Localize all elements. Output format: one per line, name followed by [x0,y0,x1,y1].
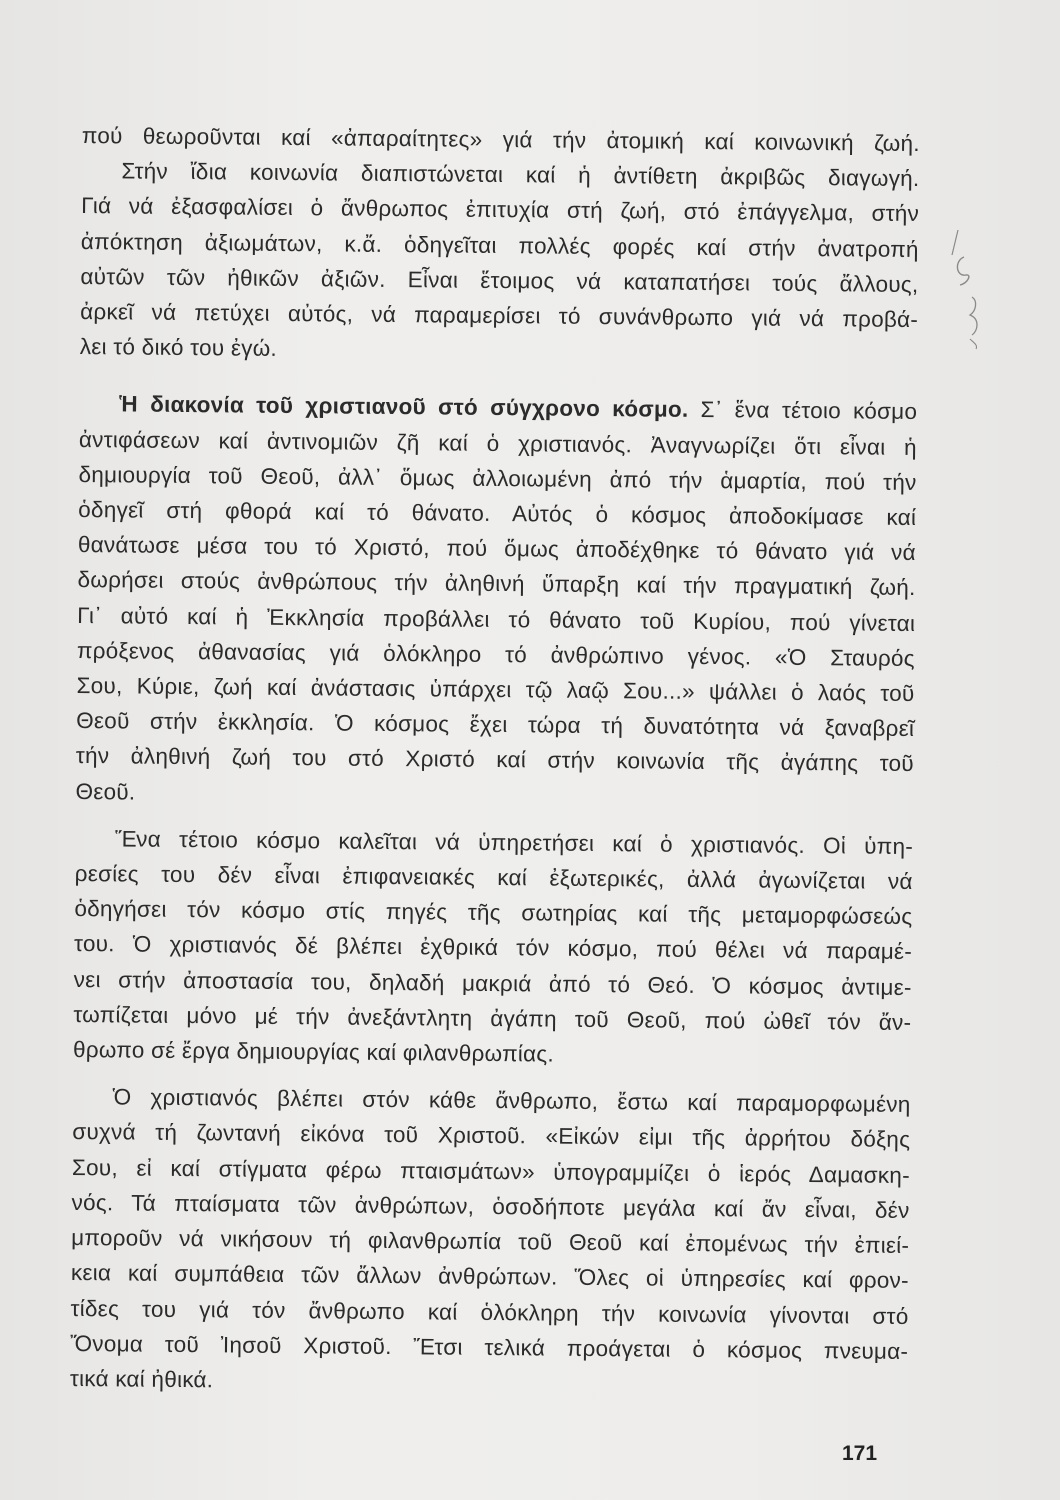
page-number: 171 [842,1442,878,1465]
section-heading: Ἡ διακονία τοῦ χριστιανοῦ στό σύγχρονο κόσμο. [119,391,689,423]
text-line: Ὄνομα τοῦ Ἰησοῦ Χριστοῦ. Ἔτσι τελικά προάγεται ὁ κόσμος πνευμα- [70,1330,909,1364]
text-line: Γι᾽ αὐτό καί ἡ Ἐκκλησία προβάλλει τό θάνατο τοῦ Κυρίου, πού γίνεται [77,602,916,636]
text-line: συχνά τή ζωντανή εἰκόνα τοῦ Χριστοῦ. «Εἰκών εἰμι τῆς ἀρρήτου δόξης [72,1119,911,1153]
body-text [70,118,920,1404]
paragraph-4 [70,1079,911,1404]
text-line: ρεσίες του δέν εἶναι ἐπιφανειακές καί ἐξωτερικές, ἀλλά ἀγωνίζεται νά [74,861,913,895]
text-line: ἀρκεῖ νά πετύχει αὐτός, νά παραμερίσει τό συνάνθρωπο γιά νά προβά- [80,299,919,333]
text-line: κεια καί συμπάθεια τῶν ἄλλων ἀνθρώπων. Ὅλες οἱ ὑπηρεσίες καί φρον- [70,1260,909,1294]
text-line: νει στήν ἀποστασία του, δηλαδή μακριά ἀπό τό Θεό. Ὁ κόσμος ἀντιμε- [73,966,912,1000]
text-line: τικά καί ἠθικά. [69,1365,214,1393]
pencil-margin-mark [950,225,990,355]
text-line: πρόξενος ἀθανασίας γιά ὁλόκληρο τό ἀνθρώπινο γένος. «Ὁ Σταυρός [76,637,915,671]
text-line: τίδες του γιά τόν ἄνθρωπο καί ὁλόκληρη τήν κοινωνία γίνονται στό [70,1295,909,1329]
text-line: λει τό δικό του ἐγώ. [79,334,278,362]
text-line: ἀντιφάσεων καί ἀντινομιῶν ζῆ καί ὁ χριστιανός. Ἀναγνωρίζει ὅτι εἶναι ἡ [78,426,917,460]
text-line: τήν ἀληθινή ζωή του στό Χριστό καί στήν κοινωνία τῆς ἀγάπης τοῦ [75,743,914,777]
text-line: ἀπόκτηση ἀξιωμάτων, κ.ἄ. ὁδηγεῖται πολλές φορές καί στήν ἀνατροπή [80,228,919,262]
text-line: Στήν ἴδια κοινωνία διαπιστώνεται καί ἡ ἀντίθετη ἀκριβῶς διαγωγή. [121,158,920,192]
text-line: Θεοῦ. [75,778,136,805]
text-line: Ἕνα τέτοιο κόσμο καλεῖται νά ὑπηρετήσει καί ὁ χριστιανός. Οἱ ὑπη- [114,826,914,859]
text-line: θρωπο σέ ἔργα δημιουργίας καί φιλανθρωπίας. [72,1037,555,1067]
paragraph-3 [73,821,913,1075]
text-line: δωρήσει στούς ἀνθρώπους τήν ἀληθινή ὕπαρξη καί τήν πραγματική ζωή. [77,567,916,601]
text-line: ὁδηγεῖ στή φθορά καί τό θάνατο. Αὐτός ὁ κόσμος ἀποδοκίμασε καί [78,497,917,531]
text-line: ὁδηγήσει τόν κόσμο στίς πηγές τῆς σωτηρίας καί τῆς μεταμορφώσεώς [74,896,913,930]
text-line: πού θεωροῦνται καί «ἀπαραίτητες» γιά τήν ἀτομική καί κοινωνική ζωή. [81,122,920,157]
text-line: Θεοῦ στήν ἐκκλησία. Ὁ κόσμος ἔχει τώρα τή δυνατότητα νά ξαναβρεῖ [76,708,915,742]
text-line: Γιά νά ἐξασφαλίσει ὁ ἄνθρωπος ἐπιτυχία στή ζωή, στό ἐπάγγελμα, στήν [81,193,920,227]
text-line: του. Ὁ χριστιανός δέ βλέπει ἐχθρικά τόν κόσμο, πού θέλει νά παραμέ- [73,931,913,965]
text-line: Σου, εἰ καί στίγματα φέρω πταισμάτων» ὑπογραμμίζει ὁ ἱερός Δαμασκη- [71,1154,911,1188]
text-line: αὐτῶν τῶν ἠθικῶν ἀξιῶν. Εἶναι ἕτοιμος νά καταπατήσει τούς ἄλλους, [80,263,919,297]
text-line: Σου, Κύριε, ζωή καί ἀνάστασις ὑπάρχει τῷ λαῷ Σου...» ψάλλει ὁ λαός τοῦ [76,673,915,707]
text-line: θανάτωσε μέσα του τό Χριστό, πού ὅμως ἀποδέχθηκε τό θάνατο γιά νά [77,532,916,566]
text-line: νός. Τά πταίσματα τῶν ἀνθρώπων, ὁσοδήποτε μεγάλα καί ἄν εἶναι, δέν [71,1189,910,1223]
text-line: δημιουργία τοῦ Θεοῦ, ἀλλ᾽ ὅμως ἀλλοιωμένη ἀπό τήν ἁμαρτία, πού τήν [78,461,917,495]
text-line: τωπίζεται μόνο μέ τήν ἀνεξάντλητη ἀγάπη τοῦ Θεοῦ, πού ὠθεῖ τόν ἄν- [73,1001,912,1035]
paragraph-2 [75,386,917,816]
text-line: μποροῦν νά νικήσουν τή φιλανθρωπία τοῦ Θεοῦ καί ἐπομένως τήν ἐπιεί- [71,1225,910,1259]
paragraph-1 [80,118,920,372]
text-line-rest: Σ᾽ ἕνα τέτοιο κόσμο [688,397,918,425]
text-line: Ὁ χριστιανός βλέπει στόν κάθε ἄνθρωπο, ἔστω καί παραμορφωμένη [112,1084,911,1118]
